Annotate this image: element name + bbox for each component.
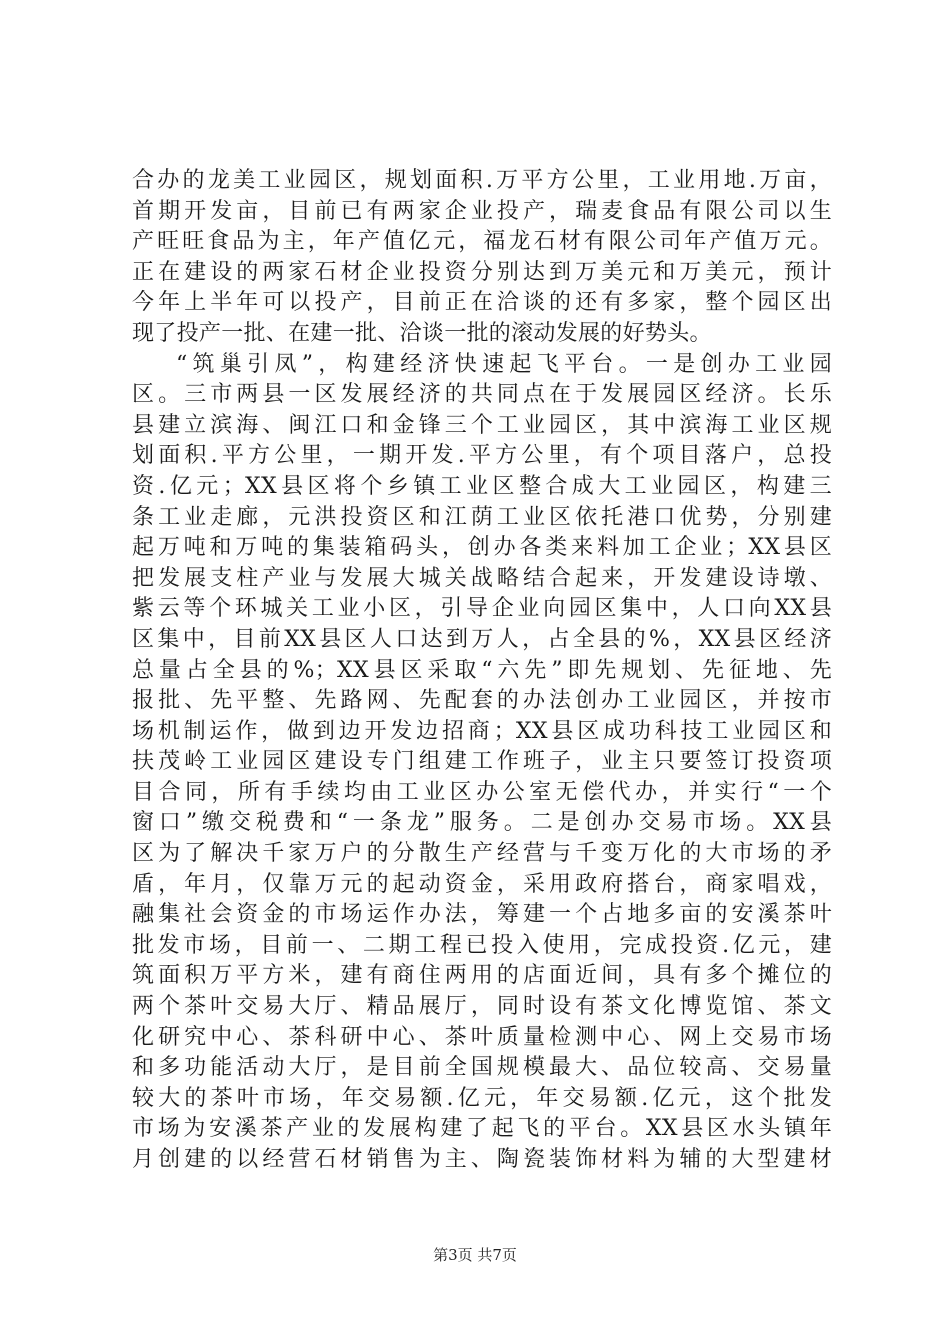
- text-line: 月创建的以经营石材销售为主、陶瓷装饰材料为辅的大型建材: [132, 1147, 832, 1172]
- text-line: 较大的茶叶市场，年交易额.亿元，年交易额.亿元，这个批发: [132, 1085, 832, 1111]
- text-line: 批发市场，目前一、二期工程已投入使用，完成投资.亿元，建: [132, 932, 832, 958]
- text-line: 条工业走廊，元洪投资区和江荫工业区依托港口优势，分别建: [132, 504, 832, 530]
- text-line: 现了投产一批、在建一批、洽谈一批的滚动发展的好势头。: [132, 320, 712, 346]
- text-line: 扶茂岭工业园区建设专门组建工作班子，业主只要签订投资项: [132, 749, 832, 775]
- text-line: 区。三市两县一区发展经济的共同点在于发展园区经济。长乐: [132, 382, 832, 408]
- text-line: 把发展支柱产业与发展大城关战略结合起来，开发建设诗墩、: [132, 565, 832, 591]
- text-line: 盾，年月，仅靠万元的起动资金，采用政府搭台，商家唱戏，: [132, 871, 832, 897]
- text-line: 融集社会资金的市场运作办法，筹建一个占地多亩的安溪茶叶: [132, 902, 832, 928]
- text-line: 两个茶叶交易大厅、精品展厅，同时设有茶文化博览馆、茶文: [132, 994, 832, 1020]
- text-line: 区为了解决千家万户的分散生产经营与千变万化的大市场的矛: [132, 841, 832, 867]
- text-line: 首期开发亩，目前已有两家企业投产，瑞麦食品有限公司以生: [132, 198, 832, 224]
- text-line: 和多功能活动大厅，是目前全国规模最大、品位较高、交易量: [132, 1055, 832, 1081]
- text-line: 正在建设的两家石材企业投资分别达到万美元和万美元，预计: [132, 259, 832, 285]
- text-line: 县建立滨海、闽江口和金锋三个工业园区，其中滨海工业区规: [132, 412, 832, 438]
- text-line: 起万吨和万吨的集装箱码头，创办各类来料加工企业；XX县区: [132, 535, 832, 561]
- text-line: 产旺旺食品为主，年产值亿元，福龙石材有限公司年产值万元。: [132, 229, 832, 255]
- text-line: 场机制运作，做到边开发边招商；XX县区成功科技工业园区和: [132, 718, 832, 744]
- text-line: 窗口”缴交税费和“一条龙”服务。二是创办交易市场。XX县: [132, 810, 832, 836]
- text-line: 紫云等个环城关工业小区，引导企业向园区集中，人口向XX县: [132, 596, 832, 622]
- text-line: 报批、先平整、先路网、先配套的办法创办工业园区，并按市: [132, 688, 832, 714]
- text-line: 今年上半年可以投产，目前正在洽谈的还有多家，整个园区出: [132, 290, 832, 316]
- body-text: [132, 166, 832, 1176]
- text-line: 筑面积万平方米，建有商住两用的店面近间，具有多个摊位的: [132, 963, 832, 989]
- text-line: 划面积.平方公里，一期开发.平方公里，有个项目落户，总投: [132, 443, 832, 469]
- text-line-paragraph-start: “筑巢引凤”，构建经济快速起飞平台。一是创办工业园: [176, 351, 832, 377]
- text-line: 区集中，目前XX县区人口达到万人，占全县的%，XX县区经济: [132, 626, 832, 652]
- text-line: 目合同，所有手续均由工业区办公室无偿代办，并实行“一个: [132, 779, 832, 805]
- text-line: 市场为安溪茶产业的发展构建了起飞的平台。XX县区水头镇年: [132, 1116, 832, 1142]
- text-line: 资.亿元；XX县区将个乡镇工业区整合成大工业园区，构建三: [132, 473, 832, 499]
- text-line: 化研究中心、茶科研中心、茶叶质量检测中心、网上交易市场: [132, 1024, 832, 1050]
- text-line: 总量占全县的%；XX县区采取“六先”即先规划、先征地、先: [132, 657, 832, 683]
- page-number-footer: 第3页 共7页: [433, 1246, 517, 1264]
- text-line: 合办的龙美工业园区，规划面积.万平方公里，工业用地.万亩，: [132, 168, 832, 193]
